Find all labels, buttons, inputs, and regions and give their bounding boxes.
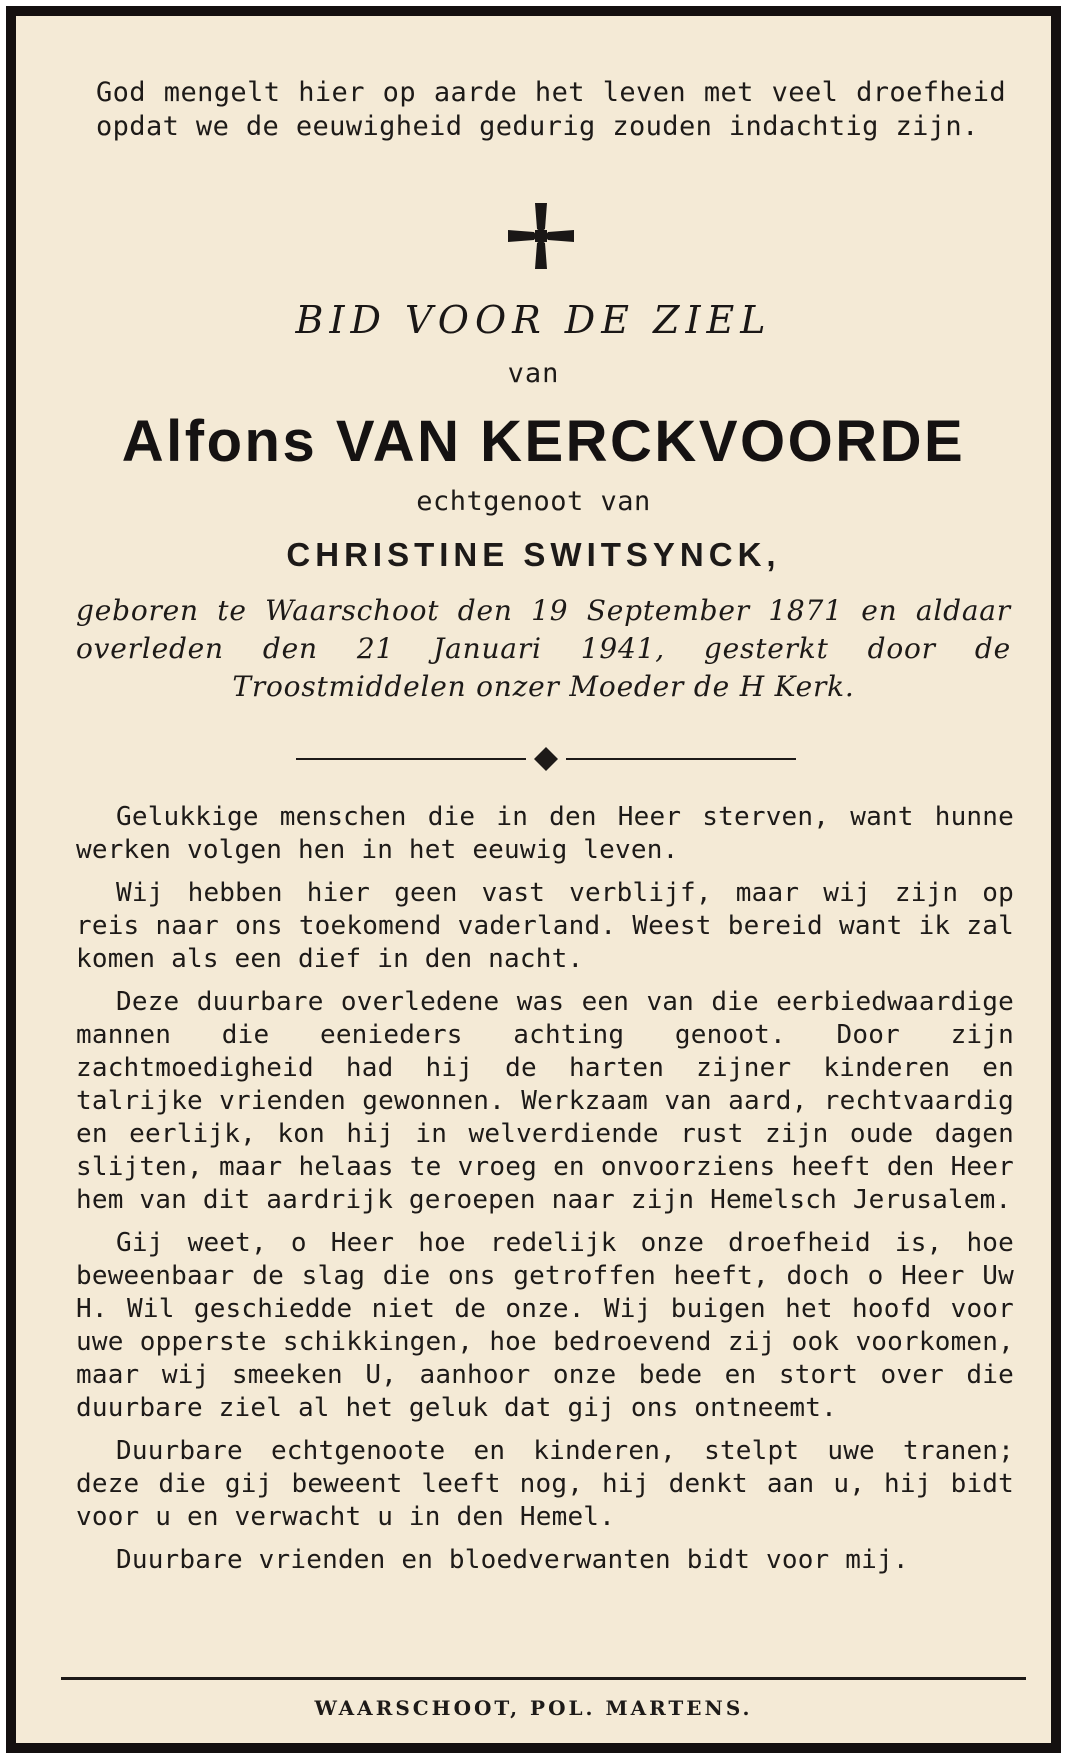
footer-rule — [61, 1677, 1026, 1680]
paragraph: Wij hebben hier geen vast verblijf, maar wij zijn op reis naar ons toekomend vaderland. Weest bereid want ik zal komen als een dief in den nacht. — [76, 878, 1014, 974]
paragraph: Gij weet, o Heer hoe redelijk onze droefheid is, hoe beweenbaar de slag die ons getroffen heeft, doch o Heer Uw H. Wil geschiedde niet de onze. Wij buigen het hoofd voor uwe opperste schikkingen, hoe bedroevend zij ook voorkomen, maar wij smeeken U, aanhoor onze bede en stort over die duurbare ziel al het geluk dat gij ons ontneemt. — [76, 1228, 1014, 1423]
paragraph: Duurbare echtgenoote en kinderen, stelpt uwe tranen; deze die gij beweent leeft nog, hij denkt aan u, hij bidt voor u en verwacht u in den Hemel. — [76, 1436, 1014, 1532]
paragraph: Duurbare vrienden en bloedverwanten bidt voor mij. — [116, 1545, 909, 1575]
prayer-heading: BID VOOR DE ZIEL — [295, 298, 772, 342]
cross-icon — [506, 201, 576, 271]
printer-imprint: WAARSCHOOT, POL. MARTENS. — [314, 1696, 753, 1720]
body-text — [76, 801, 1014, 1587]
deceased-name: Alfons VAN KERCKVOORDE — [121, 409, 966, 474]
paragraph: Gelukkige menschen die in den Heer sterven, want hunne werken volgen hen in het eeuwig leven. — [76, 802, 1014, 865]
spouse-intro: echtgenoot van — [416, 486, 651, 517]
life-dates: geboren te Waarschoot den 19 September 1871 en aldaar overleden den 21 Januari 1941, gesterkt door de Troostmiddelen onzer Moeder de H Kerk. — [76, 594, 1011, 703]
diamond-divider — [296, 744, 796, 774]
intro-verse: God mengelt hier op aarde het leven met veel droefheid opdat we de eeuwigheid gedurig zouden indachtig zijn. — [96, 77, 1006, 142]
paragraph: Deze duurbare overledene was een van die eerbiedwaardige mannen die eenieders achting genoot. Door zijn zachtmoedigheid had hij de harten zijner kinderen en talrijke vrienden gewonnen. Werkzaam van aard, rechtvaardig en eerlijk, kon hij in welverdiende rust zijn oude dagen slijten, maar helaas te vroeg en onvoorziens heeft den Heer hem van dit aardrijk geroepen naar zijn Hemelsch Jerusalem. — [76, 987, 1014, 1215]
spouse-name: CHRISTINE SWITSYNCK, — [286, 536, 781, 573]
memorial-card — [6, 6, 1061, 1753]
van-label: van — [507, 358, 560, 389]
